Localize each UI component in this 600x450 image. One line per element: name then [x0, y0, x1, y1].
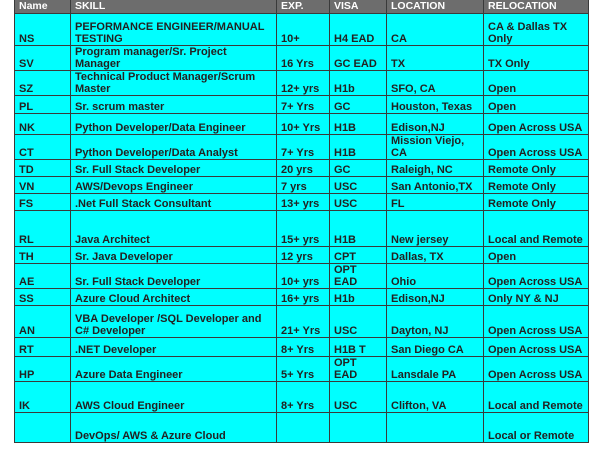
header-exp: EXP.	[277, 0, 330, 14]
cell-location-text: Ohio	[391, 276, 417, 288]
cell-exp	[277, 211, 330, 247]
cell-exp-text: 7+ Yrs	[281, 101, 315, 113]
cell-name-text: TD	[19, 164, 34, 176]
candidate-table	[14, 0, 589, 443]
cell-exp-text: 8+ Yrs	[281, 400, 315, 412]
cell-visa	[330, 338, 387, 357]
cell-location-text: New jersey	[391, 234, 449, 246]
cell-location-text: Houston, Texas	[391, 101, 473, 113]
cell-relocation	[484, 114, 589, 135]
cell-location-text: San Diego CA	[391, 344, 464, 356]
cell-relocation	[484, 135, 589, 160]
table-row	[15, 382, 589, 413]
cell-location-text: Lansdale PA	[391, 369, 457, 381]
cell-exp	[277, 46, 330, 71]
cell-skill	[71, 306, 277, 338]
cell-name-text: PL	[19, 101, 34, 113]
cell-skill	[71, 160, 277, 177]
cell-relocation	[484, 264, 589, 289]
cell-relocation-text: Open	[488, 101, 517, 113]
cell-location	[387, 14, 484, 46]
cell-skill-text: Sr. Full Stack Developer	[75, 164, 201, 176]
cell-visa	[330, 382, 387, 413]
cell-exp	[277, 177, 330, 194]
cell-skill-text: DevOps/ AWS & Azure Cloud	[75, 430, 226, 442]
cell-exp	[277, 289, 330, 306]
cell-location-text: Clifton, VA	[391, 400, 447, 412]
cell-name-text: AE	[19, 276, 35, 288]
cell-relocation-text: Local and Remote	[488, 400, 583, 412]
cell-skill	[71, 46, 277, 71]
cell-relocation-text: Remote Only	[488, 164, 556, 176]
cell-name	[15, 264, 71, 289]
cell-location	[387, 413, 484, 443]
cell-relocation-text: TX Only	[488, 58, 530, 70]
cell-skill	[71, 14, 277, 46]
cell-relocation	[484, 14, 589, 46]
cell-name	[15, 306, 71, 338]
table-header-row	[15, 0, 589, 14]
cell-location	[387, 264, 484, 289]
cell-visa-text: H1b	[334, 293, 355, 305]
cell-name-text: NK	[19, 122, 35, 134]
cell-relocation-text: CA & Dallas TX Only	[488, 21, 568, 45]
header-visa: VISA	[330, 0, 387, 14]
cell-location	[387, 114, 484, 135]
cell-relocation	[484, 177, 589, 194]
table-row	[15, 114, 589, 135]
cell-exp	[277, 306, 330, 338]
cell-exp	[277, 14, 330, 46]
cell-visa	[330, 289, 387, 306]
cell-visa	[330, 247, 387, 264]
table-row	[15, 14, 589, 46]
cell-exp	[277, 247, 330, 264]
cell-visa-text: H1B	[334, 122, 357, 134]
cell-name-text: CT	[19, 147, 34, 159]
cell-exp	[277, 382, 330, 413]
cell-name	[15, 96, 71, 114]
cell-visa-text: H1B	[334, 147, 357, 159]
table-row	[15, 338, 589, 357]
header-location: LOCATION	[387, 0, 484, 14]
cell-name-text: TH	[19, 251, 34, 263]
cell-exp	[277, 413, 330, 443]
cell-name	[15, 289, 71, 306]
cell-visa-text: USC	[334, 181, 358, 193]
cell-visa-text: USC	[334, 400, 358, 412]
cell-location	[387, 177, 484, 194]
cell-relocation-text: Open Across USA	[488, 344, 583, 356]
cell-skill-text: AWS Cloud Engineer	[75, 400, 185, 412]
table-row	[15, 46, 589, 71]
cell-relocation-text: Open	[488, 251, 517, 263]
cell-skill-text: AWS/Devops Engineer	[75, 181, 193, 193]
cell-exp-text: 10+ yrs	[281, 276, 320, 288]
cell-relocation-text: Only NY & NJ	[488, 293, 559, 305]
cell-visa	[330, 211, 387, 247]
table-row	[15, 194, 589, 211]
cell-relocation-text: Open Across USA	[488, 325, 583, 337]
cell-name	[15, 194, 71, 211]
header-relocation: RELOCATION	[484, 0, 589, 14]
cell-location	[387, 96, 484, 114]
table-row	[15, 264, 589, 289]
cell-name-text: SS	[19, 293, 34, 305]
cell-relocation-text: Open	[488, 83, 517, 95]
cell-relocation-text: Remote Only	[488, 198, 556, 210]
cell-exp-text: 16 Yrs	[281, 58, 314, 70]
cell-exp-text: 12+ yrs	[281, 83, 320, 95]
table-row	[15, 135, 589, 160]
cell-visa-text: USC	[334, 198, 358, 210]
cell-name	[15, 247, 71, 264]
cell-relocation	[484, 247, 589, 264]
table-row	[15, 357, 589, 382]
cell-relocation-text: Open Across USA	[488, 369, 583, 381]
cell-visa	[330, 46, 387, 71]
cell-exp	[277, 194, 330, 211]
table-row	[15, 289, 589, 306]
cell-exp	[277, 135, 330, 160]
cell-location	[387, 289, 484, 306]
cell-visa-text: GC	[334, 164, 351, 176]
cell-exp	[277, 338, 330, 357]
cell-exp-text: 10+ Yrs	[281, 122, 321, 134]
cell-visa	[330, 177, 387, 194]
cell-name	[15, 382, 71, 413]
cell-visa	[330, 135, 387, 160]
cell-location	[387, 160, 484, 177]
cell-location-text: SFO, CA	[391, 83, 436, 95]
cell-exp-text: 16+ yrs	[281, 293, 320, 305]
cell-exp	[277, 96, 330, 114]
cell-location	[387, 46, 484, 71]
cell-location-text: Dayton, NJ	[391, 325, 449, 337]
cell-exp-text: 21+ Yrs	[281, 325, 321, 337]
cell-skill	[71, 96, 277, 114]
cell-skill	[71, 71, 277, 96]
cell-skill	[71, 247, 277, 264]
table-row	[15, 96, 589, 114]
cell-visa	[330, 413, 387, 443]
cell-visa-text: GC EAD	[334, 58, 377, 70]
table-row	[15, 413, 589, 443]
header-skill: SKILL	[71, 0, 277, 14]
cell-relocation	[484, 289, 589, 306]
cell-location-text: Edison,NJ	[391, 293, 445, 305]
cell-skill	[71, 357, 277, 382]
cell-visa	[330, 194, 387, 211]
cell-location	[387, 382, 484, 413]
cell-name	[15, 135, 71, 160]
table-row	[15, 177, 589, 194]
cell-skill-text: Python Developer/Data Engineer	[75, 122, 246, 134]
cell-relocation-text: Local or Remote	[488, 430, 575, 442]
cell-location	[387, 357, 484, 382]
cell-relocation-text: Open Across USA	[488, 147, 583, 159]
cell-skill-text: Python Developer/Data Analyst	[75, 147, 238, 159]
cell-relocation-text: Open Across USA	[488, 276, 583, 288]
cell-name-text: RT	[19, 344, 34, 356]
cell-skill	[71, 211, 277, 247]
cell-visa	[330, 306, 387, 338]
cell-skill	[71, 264, 277, 289]
cell-name	[15, 114, 71, 135]
cell-visa	[330, 114, 387, 135]
cell-exp-text: 10+	[281, 33, 300, 45]
cell-skill-text: Azure Data Engineer	[75, 369, 183, 381]
cell-relocation	[484, 357, 589, 382]
cell-location	[387, 71, 484, 96]
cell-relocation	[484, 96, 589, 114]
cell-name-text: HP	[19, 369, 35, 381]
table-row	[15, 211, 589, 247]
cell-skill-text: Sr. Full Stack Developer	[75, 276, 201, 288]
cell-exp	[277, 71, 330, 96]
cell-visa	[330, 96, 387, 114]
cell-name-text: VN	[19, 181, 35, 193]
cell-exp	[277, 264, 330, 289]
cell-visa-text: USC	[334, 325, 358, 337]
cell-exp-text: 5+ Yrs	[281, 369, 315, 381]
cell-skill-text: VBA Developer /SQL Developer and C# Developer	[75, 313, 262, 337]
cell-name	[15, 338, 71, 357]
cell-location-text: Mission Viejo, CA	[391, 135, 465, 159]
cell-location	[387, 211, 484, 247]
cell-name	[15, 71, 71, 96]
cell-location-text: CA	[391, 33, 407, 45]
cell-relocation-text: Local and Remote	[488, 234, 583, 246]
cell-relocation	[484, 338, 589, 357]
table-row	[15, 247, 589, 264]
cell-relocation	[484, 46, 589, 71]
cell-location	[387, 135, 484, 160]
cell-name	[15, 357, 71, 382]
cell-visa-text: H1b	[334, 83, 355, 95]
cell-skill	[71, 177, 277, 194]
cell-skill-text: .NET Developer	[75, 344, 157, 356]
cell-skill	[71, 413, 277, 443]
cell-relocation	[484, 194, 589, 211]
cell-exp	[277, 357, 330, 382]
cell-skill-text: Program manager/Sr. Project Manager	[75, 46, 227, 70]
cell-skill	[71, 135, 277, 160]
cell-name-text: SV	[19, 58, 34, 70]
cell-visa	[330, 264, 387, 289]
cell-name-text: FS	[19, 198, 34, 210]
cell-visa-text: H1B T	[334, 344, 366, 356]
cell-location-text: TX	[391, 58, 406, 70]
cell-visa	[330, 160, 387, 177]
cell-relocation	[484, 160, 589, 177]
cell-visa-text: GC	[334, 101, 351, 113]
table-row	[15, 160, 589, 177]
cell-skill	[71, 382, 277, 413]
cell-location-text: Dallas, TX	[391, 251, 444, 263]
cell-relocation	[484, 382, 589, 413]
candidate-table-container	[14, 0, 588, 443]
cell-name	[15, 413, 71, 443]
cell-location-text: Edison,NJ	[391, 122, 445, 134]
cell-visa-text: H4 EAD	[334, 33, 375, 45]
cell-skill	[71, 338, 277, 357]
cell-visa-text: OPT EAD	[334, 357, 358, 381]
cell-location	[387, 247, 484, 264]
cell-skill	[71, 194, 277, 211]
cell-skill-text: Technical Product Manager/Scrum Master	[75, 71, 256, 95]
cell-skill-text: .Net Full Stack Consultant	[75, 198, 212, 210]
cell-visa-text: OPT EAD	[334, 264, 358, 288]
cell-exp-text: 7 yrs	[281, 181, 307, 193]
cell-relocation	[484, 413, 589, 443]
cell-exp	[277, 114, 330, 135]
cell-skill-text: Sr. Java Developer	[75, 251, 173, 263]
cell-exp	[277, 160, 330, 177]
cell-relocation-text: Remote Only	[488, 181, 556, 193]
cell-name-text: AN	[19, 325, 35, 337]
cell-skill	[71, 114, 277, 135]
cell-name	[15, 211, 71, 247]
cell-location	[387, 338, 484, 357]
cell-location	[387, 306, 484, 338]
cell-skill-text: Azure Cloud Architect	[75, 293, 191, 305]
cell-location-text: FL	[391, 198, 405, 210]
cell-name-text: SZ	[19, 83, 34, 95]
cell-visa-text: H1B	[334, 234, 357, 246]
cell-name	[15, 160, 71, 177]
table-row	[15, 306, 589, 338]
cell-skill-text: PEFORMANCE ENGINEER/MANUAL TESTING	[75, 21, 265, 45]
cell-relocation-text: Open Across USA	[488, 122, 583, 134]
cell-location	[387, 194, 484, 211]
cell-name	[15, 14, 71, 46]
cell-name-text: NS	[19, 33, 35, 45]
table-body	[15, 14, 589, 443]
cell-location-text: Raleigh, NC	[391, 164, 453, 176]
table-row	[15, 71, 589, 96]
cell-relocation	[484, 71, 589, 96]
cell-name-text: RL	[19, 234, 34, 246]
cell-skill	[71, 289, 277, 306]
cell-exp-text: 20 yrs	[281, 164, 313, 176]
cell-exp-text: 12 yrs	[281, 251, 313, 263]
cell-relocation	[484, 306, 589, 338]
cell-name	[15, 177, 71, 194]
cell-visa	[330, 14, 387, 46]
cell-exp-text: 15+ yrs	[281, 234, 320, 246]
cell-visa-text: CPT	[334, 251, 356, 263]
header-name: Name	[15, 0, 71, 14]
cell-exp-text: 8+ Yrs	[281, 344, 315, 356]
cell-visa	[330, 357, 387, 382]
cell-location-text: San Antonio,TX	[391, 181, 473, 193]
cell-relocation	[484, 211, 589, 247]
cell-skill-text: Java Architect	[75, 234, 150, 246]
cell-exp-text: 13+ yrs	[281, 198, 320, 210]
cell-skill-text: Sr. scrum master	[75, 101, 165, 113]
cell-exp-text: 7+ Yrs	[281, 147, 315, 159]
cell-name-text: IK	[19, 400, 30, 412]
cell-name	[15, 46, 71, 71]
cell-visa	[330, 71, 387, 96]
